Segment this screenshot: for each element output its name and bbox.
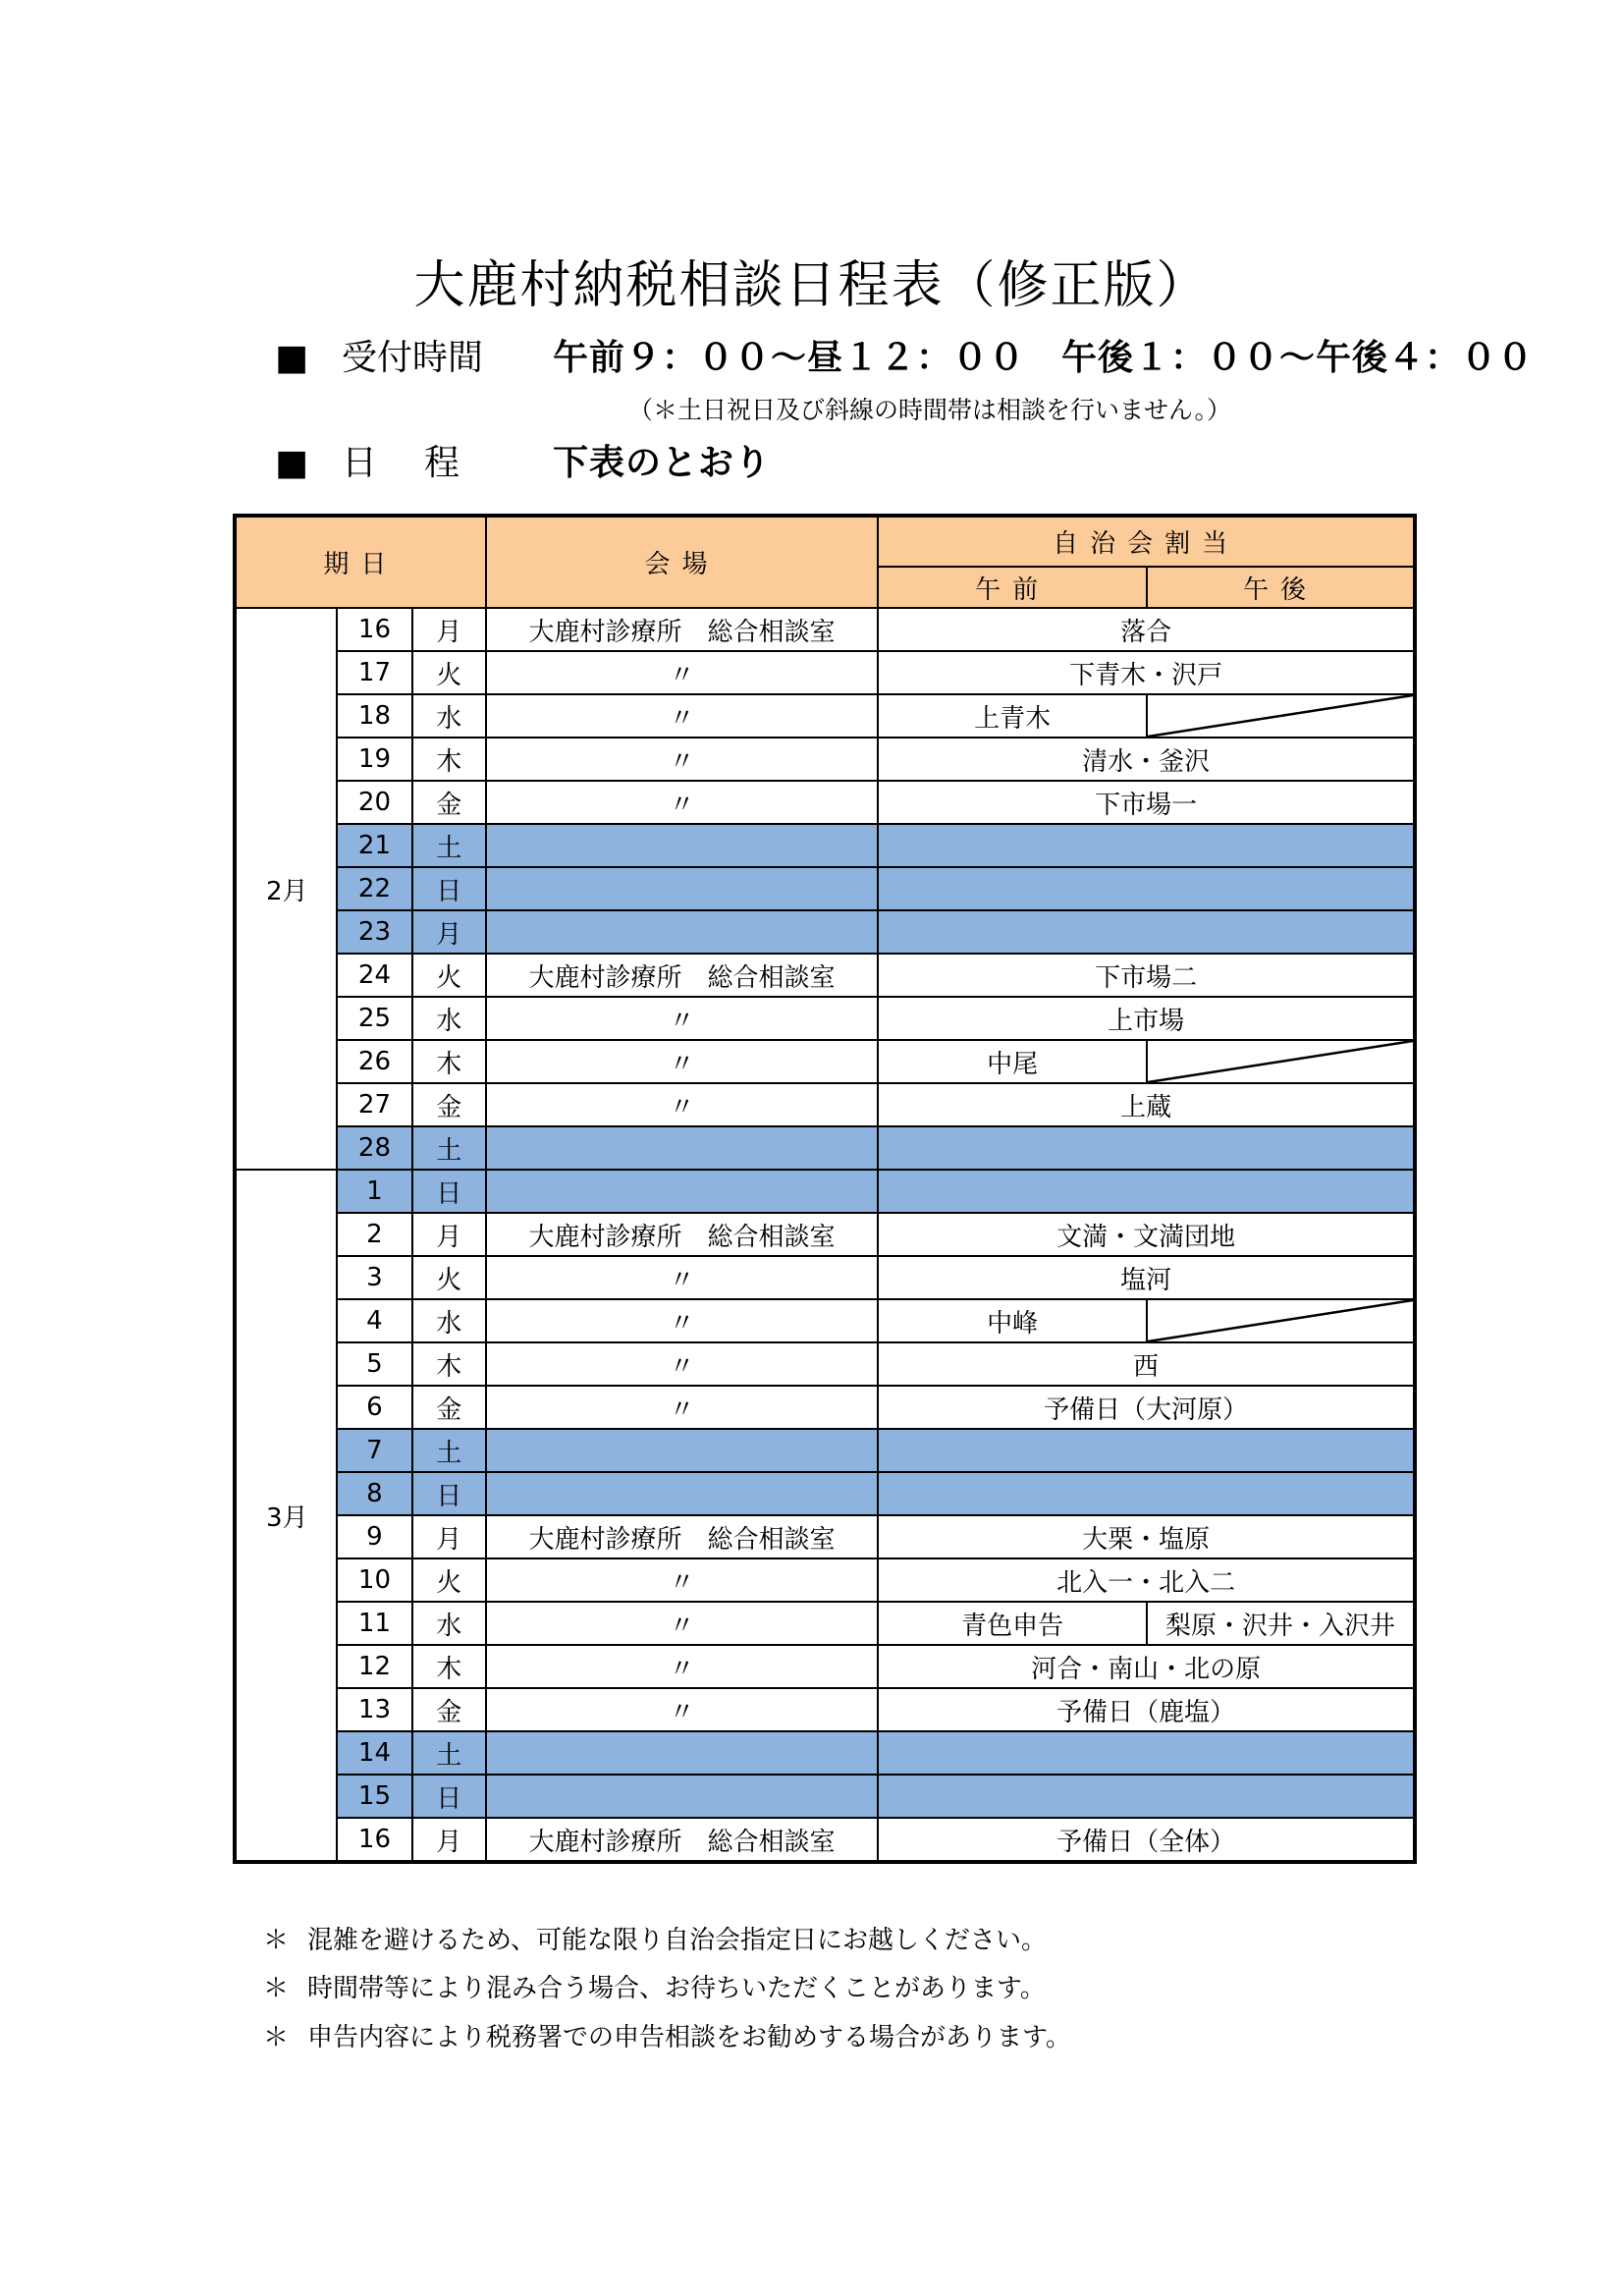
weekday-cell: 水 [412, 1602, 486, 1645]
table-row [235, 867, 1415, 910]
assign-cell: 北入一・北入二 [878, 1558, 1415, 1602]
square-bullet-icon: ■ [275, 443, 309, 483]
venue-cell [486, 1775, 878, 1818]
venue-cell [486, 1170, 878, 1213]
assign-cell: 文満・文満団地 [878, 1213, 1415, 1256]
assign-cell: 下青木・沢戸 [878, 651, 1415, 694]
assign-cell [878, 824, 1415, 867]
venue-cell: 〃 [486, 1602, 878, 1645]
venue-cell [486, 824, 878, 867]
schedule-body [235, 608, 1415, 1862]
day-cell: 4 [337, 1299, 411, 1342]
header-pm: 午後 [1147, 567, 1415, 608]
venue-cell [486, 1429, 878, 1472]
month-cell: 2月 [235, 608, 337, 1170]
schedule-line [275, 435, 771, 485]
table-row [235, 1213, 1415, 1256]
assign-cell: 上市場 [878, 997, 1415, 1040]
venue-cell: 大鹿村診療所 総合相談室 [486, 1213, 878, 1256]
closed-note: （＊土日祝日及び斜線の時間帯は相談を行いません。） [628, 396, 1232, 424]
venue-cell: 〃 [486, 1386, 878, 1429]
venue-cell [486, 910, 878, 954]
header-am: 午前 [878, 567, 1147, 608]
day-cell: 16 [337, 1818, 411, 1862]
table-row [235, 1818, 1415, 1862]
table-row [235, 1688, 1415, 1731]
assign-cell: 西 [878, 1342, 1415, 1386]
schedule-label: 日程 [342, 443, 508, 483]
table-row [235, 1645, 1415, 1688]
footnote-mark: ＊ [263, 1926, 290, 1955]
weekday-cell: 火 [412, 954, 486, 997]
day-cell: 7 [337, 1429, 411, 1472]
weekday-cell: 水 [412, 997, 486, 1040]
venue-cell [486, 1126, 878, 1170]
venue-cell [486, 1731, 878, 1775]
weekday-cell: 土 [412, 1429, 486, 1472]
assign-cell: 予備日（全体） [878, 1818, 1415, 1862]
weekday-cell: 火 [412, 651, 486, 694]
page-title: 大鹿村納税相談日程表（修正版） [413, 256, 1210, 315]
weekday-cell: 土 [412, 1126, 486, 1170]
venue-cell: 〃 [486, 651, 878, 694]
day-cell: 14 [337, 1731, 411, 1775]
venue-cell: 〃 [486, 781, 878, 824]
header-date: 期日 [235, 516, 486, 608]
table-row [235, 1558, 1415, 1602]
weekday-cell: 木 [412, 1645, 486, 1688]
venue-cell: 〃 [486, 1558, 878, 1602]
assign-cell: 河合・南山・北の原 [878, 1645, 1415, 1688]
assign-cell [878, 1472, 1415, 1515]
footnote-mark: ＊ [263, 1974, 290, 2003]
assign-cell: 下市場二 [878, 954, 1415, 997]
day-cell: 12 [337, 1645, 411, 1688]
table-row [235, 1342, 1415, 1386]
day-cell: 19 [337, 738, 411, 781]
day-cell: 22 [337, 867, 411, 910]
reception-hours: 午前９：００～昼１２：００ 午後１：００～午後４：００ [553, 338, 1535, 378]
table-row [235, 1472, 1415, 1515]
table-row [235, 1731, 1415, 1775]
weekday-cell: 月 [412, 910, 486, 954]
day-cell: 24 [337, 954, 411, 997]
day-cell: 28 [337, 1126, 411, 1170]
footnote [263, 1920, 1047, 1956]
weekday-cell: 水 [412, 694, 486, 738]
weekday-cell: 土 [412, 1731, 486, 1775]
assign-cell: 予備日（鹿塩） [878, 1688, 1415, 1731]
table-row [235, 1602, 1415, 1645]
table-row [235, 781, 1415, 824]
header-assign: 自治会割当 [878, 516, 1415, 567]
day-cell: 21 [337, 824, 411, 867]
weekday-cell: 日 [412, 1775, 486, 1818]
day-cell: 26 [337, 1040, 411, 1083]
table-row [235, 651, 1415, 694]
reception-label: 受付時間 [342, 338, 484, 378]
assign-cell [878, 910, 1415, 954]
venue-cell: 大鹿村診療所 総合相談室 [486, 954, 878, 997]
table-row [235, 1386, 1415, 1429]
table-row [235, 997, 1415, 1040]
table-row [235, 738, 1415, 781]
square-bullet-icon: ■ [275, 338, 309, 378]
table-row [235, 1256, 1415, 1299]
weekday-cell: 金 [412, 781, 486, 824]
assign-cell: 下市場一 [878, 781, 1415, 824]
weekday-cell: 木 [412, 738, 486, 781]
reception-hours-line [275, 330, 1534, 380]
weekday-cell: 日 [412, 1472, 486, 1515]
weekday-cell: 火 [412, 1558, 486, 1602]
table-row [235, 910, 1415, 954]
assign-cell: 塩河 [878, 1256, 1415, 1299]
table-row [235, 1126, 1415, 1170]
table-row [235, 694, 1415, 738]
table-row [235, 1515, 1415, 1558]
header-venue: 会場 [486, 516, 878, 608]
venue-cell: 〃 [486, 1040, 878, 1083]
venue-cell: 〃 [486, 1083, 878, 1126]
weekday-cell: 日 [412, 1170, 486, 1213]
weekday-cell: 月 [412, 1515, 486, 1558]
day-cell: 20 [337, 781, 411, 824]
schedule-table [233, 514, 1417, 1864]
assign-pm-closed-cell [1147, 1040, 1415, 1083]
day-cell: 25 [337, 997, 411, 1040]
month-cell: 3月 [235, 1170, 337, 1862]
table-row [235, 1775, 1415, 1818]
venue-cell: 〃 [486, 1256, 878, 1299]
table-row [235, 608, 1415, 651]
day-cell: 18 [337, 694, 411, 738]
table-row [235, 1083, 1415, 1126]
footnote-text: 時間帯等により混み合う場合、お待ちいただくことがあります。 [307, 1974, 1046, 2003]
assign-pm-closed-cell [1147, 1299, 1415, 1342]
weekday-cell: 日 [412, 867, 486, 910]
weekday-cell: 金 [412, 1083, 486, 1126]
assign-cell: 大栗・塩原 [878, 1515, 1415, 1558]
day-cell: 16 [337, 608, 411, 651]
weekday-cell: 金 [412, 1386, 486, 1429]
venue-cell: 大鹿村診療所 総合相談室 [486, 608, 878, 651]
assign-cell [878, 1731, 1415, 1775]
day-cell: 10 [337, 1558, 411, 1602]
venue-cell: 〃 [486, 1342, 878, 1386]
weekday-cell: 金 [412, 1688, 486, 1731]
assign-cell: 清水・釜沢 [878, 738, 1415, 781]
table-row [235, 1170, 1415, 1213]
table-row [235, 1299, 1415, 1342]
day-cell: 23 [337, 910, 411, 954]
assign-pm-closed-cell [1147, 694, 1415, 738]
day-cell: 2 [337, 1213, 411, 1256]
day-cell: 13 [337, 1688, 411, 1731]
footnote [263, 1968, 1046, 2004]
assign-cell [878, 867, 1415, 910]
venue-cell: 大鹿村診療所 総合相談室 [486, 1515, 878, 1558]
day-cell: 5 [337, 1342, 411, 1386]
footnote-text: 混雑を避けるため、可能な限り自治会指定日にお越しください。 [307, 1926, 1047, 1955]
assign-cell [878, 1429, 1415, 1472]
assign-cell [878, 1126, 1415, 1170]
schedule-text: 下表のとおり [553, 443, 772, 483]
day-cell: 15 [337, 1775, 411, 1818]
assign-cell [878, 1775, 1415, 1818]
assign-cell: 予備日（大河原） [878, 1386, 1415, 1429]
weekday-cell: 木 [412, 1342, 486, 1386]
assign-am-cell: 青色申告 [878, 1602, 1147, 1645]
venue-cell: 〃 [486, 1688, 878, 1731]
table-row [235, 1040, 1415, 1083]
day-cell: 11 [337, 1602, 411, 1645]
venue-cell: 〃 [486, 1299, 878, 1342]
weekday-cell: 月 [412, 1213, 486, 1256]
day-cell: 1 [337, 1170, 411, 1213]
venue-cell: 〃 [486, 694, 878, 738]
footnote [263, 2017, 1071, 2053]
weekday-cell: 水 [412, 1299, 486, 1342]
assign-pm-cell: 梨原・沢井・入沢井 [1147, 1602, 1415, 1645]
weekday-cell: 木 [412, 1040, 486, 1083]
weekday-cell: 土 [412, 824, 486, 867]
table-row [235, 824, 1415, 867]
day-cell: 27 [337, 1083, 411, 1126]
table-row [235, 1429, 1415, 1472]
assign-cell [878, 1170, 1415, 1213]
assign-cell: 落合 [878, 608, 1415, 651]
venue-cell: 〃 [486, 1645, 878, 1688]
venue-cell: 〃 [486, 738, 878, 781]
weekday-cell: 月 [412, 608, 486, 651]
assign-cell: 上蔵 [878, 1083, 1415, 1126]
day-cell: 9 [337, 1515, 411, 1558]
weekday-cell: 火 [412, 1256, 486, 1299]
day-cell: 17 [337, 651, 411, 694]
weekday-cell: 月 [412, 1818, 486, 1862]
day-cell: 8 [337, 1472, 411, 1515]
assign-am-cell: 中峰 [878, 1299, 1147, 1342]
assign-am-cell: 上青木 [878, 694, 1147, 738]
footnote-text: 申告内容により税務署での申告相談をお勧めする場合があります。 [307, 2023, 1071, 2052]
venue-cell: 大鹿村診療所 総合相談室 [486, 1818, 878, 1862]
footnote-mark: ＊ [263, 2023, 290, 2052]
assign-am-cell: 中尾 [878, 1040, 1147, 1083]
day-cell: 3 [337, 1256, 411, 1299]
venue-cell: 〃 [486, 997, 878, 1040]
table-row [235, 954, 1415, 997]
day-cell: 6 [337, 1386, 411, 1429]
venue-cell [486, 867, 878, 910]
venue-cell [486, 1472, 878, 1515]
